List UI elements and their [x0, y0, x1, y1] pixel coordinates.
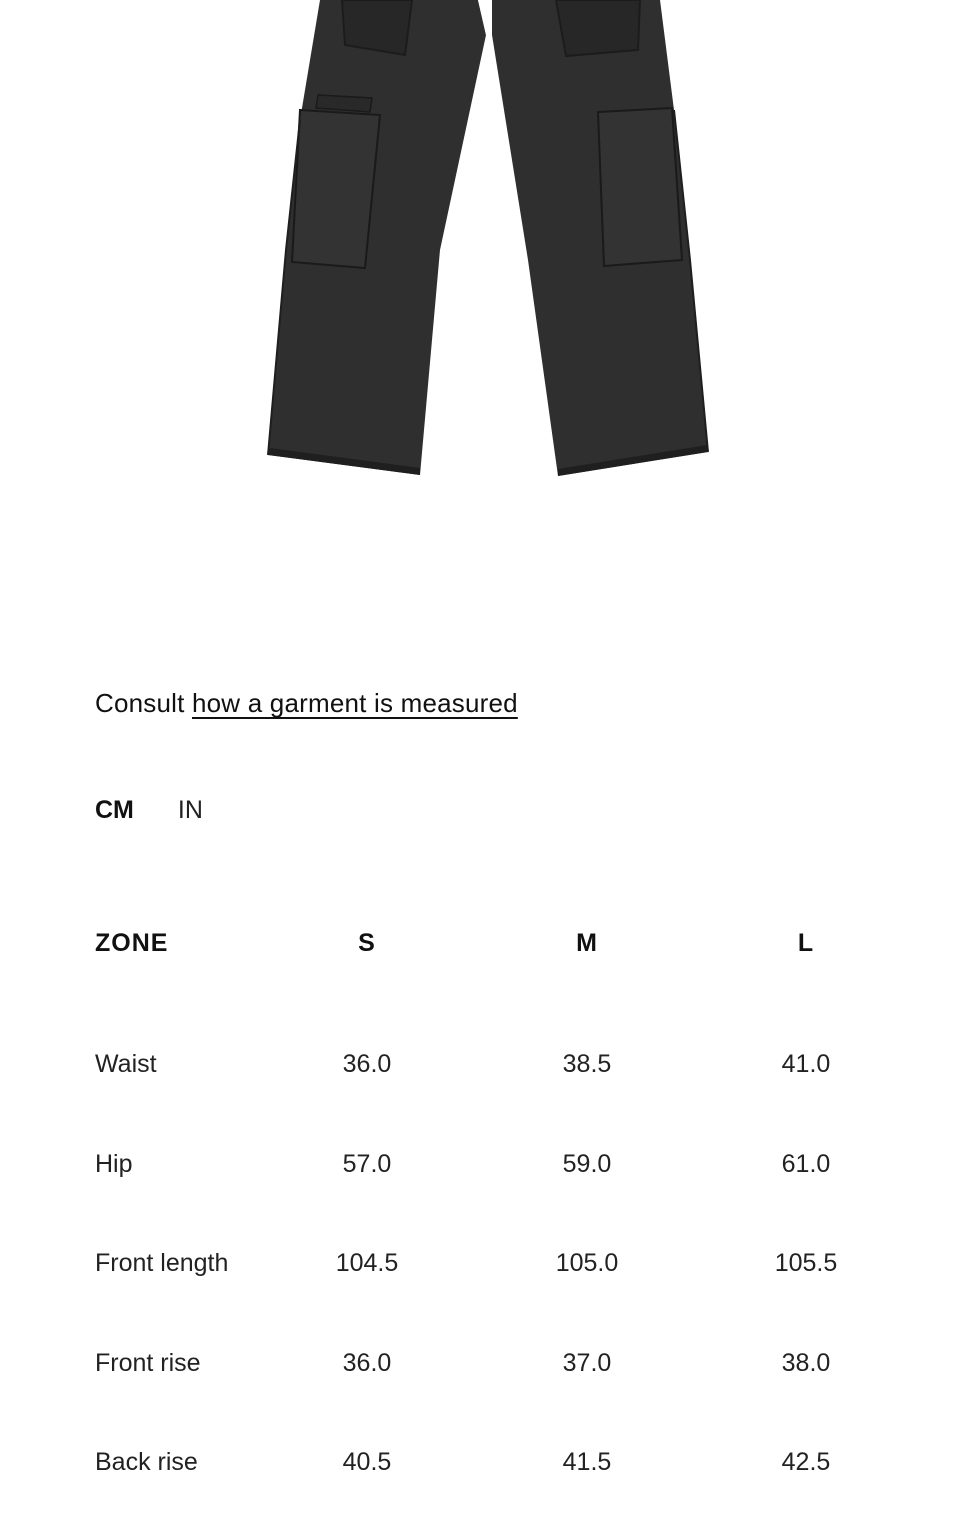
- zone-label: Waist: [95, 1050, 157, 1079]
- header-zone: ZONE: [95, 928, 169, 957]
- value-m: 41.5: [562, 1448, 612, 1477]
- zone-label: Back rise: [95, 1448, 198, 1477]
- unit-toggle: [95, 796, 203, 825]
- value-m: 59.0: [562, 1149, 612, 1178]
- table-row: [95, 1115, 915, 1215]
- garment-measurement-link[interactable]: how a garment is measured: [191, 688, 518, 718]
- value-s: 36.0: [342, 1050, 392, 1079]
- value-s: 57.0: [342, 1149, 392, 1178]
- value-l: 61.0: [781, 1149, 831, 1178]
- table-header-row: [95, 916, 915, 970]
- value-s: 36.0: [342, 1348, 392, 1377]
- header-size-s: S: [358, 928, 376, 957]
- value-l: 105.5: [774, 1249, 838, 1278]
- size-table: [95, 916, 915, 1513]
- value-s: 104.5: [335, 1249, 399, 1278]
- value-m: 38.5: [562, 1050, 612, 1079]
- table-row: [95, 1314, 915, 1414]
- unit-cm-button[interactable]: CM: [95, 796, 134, 824]
- header-size-l: L: [797, 928, 815, 957]
- header-size-m: M: [576, 928, 598, 957]
- value-s: 40.5: [342, 1448, 392, 1477]
- table-row: [95, 1015, 915, 1115]
- value-m: 105.0: [555, 1249, 619, 1278]
- value-l: 38.0: [781, 1348, 831, 1377]
- product-image-cargo-pants: [0, 0, 978, 500]
- consult-prefix: Consult: [95, 688, 192, 718]
- zone-label: Hip: [95, 1149, 133, 1178]
- zone-label: Front rise: [95, 1348, 201, 1377]
- zone-label: Front length: [95, 1249, 229, 1278]
- value-l: 41.0: [781, 1050, 831, 1079]
- value-m: 37.0: [562, 1348, 612, 1377]
- table-row: [95, 1413, 915, 1513]
- value-l: 42.5: [781, 1448, 831, 1477]
- table-row: [95, 1214, 915, 1314]
- consult-text: [95, 688, 518, 719]
- unit-in-button[interactable]: IN: [177, 796, 203, 824]
- pants-illustration: [0, 0, 978, 500]
